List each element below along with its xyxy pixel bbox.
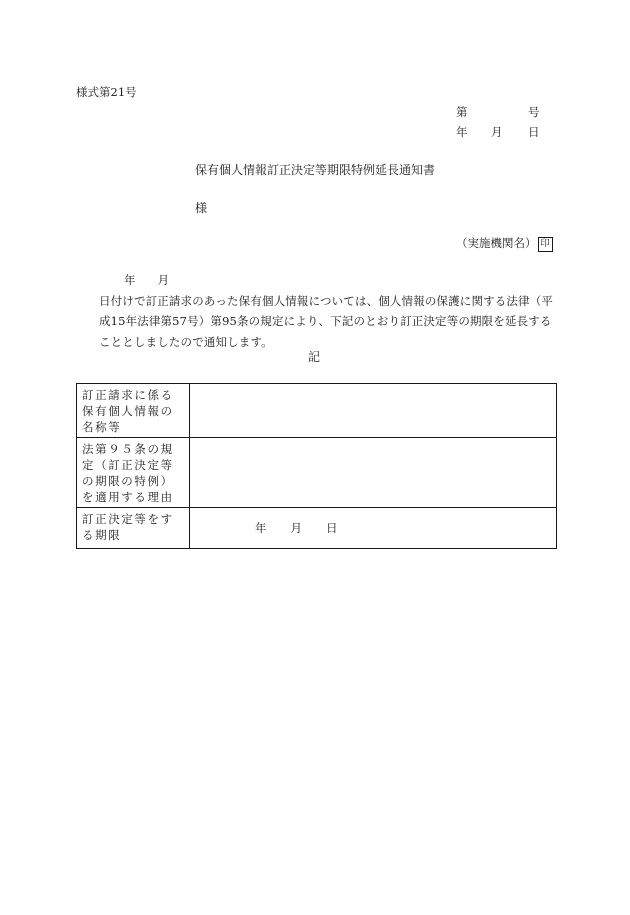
row-value-deadline	[190, 508, 557, 549]
row-value-reason	[190, 438, 557, 508]
deadline-day-label: 日	[326, 521, 338, 535]
row-label-deadline: 訂正決定等をする期限	[77, 508, 190, 549]
table-row	[77, 508, 557, 549]
document-number-prefix: 第	[456, 105, 468, 119]
date-day-label: 日	[528, 125, 540, 139]
row-label-reason: 法第９５条の規定（訂正決定等の期限の特例）を適用する理由	[77, 438, 190, 508]
row-label-info-name: 訂正請求に係る保有個人情報の名称等	[77, 384, 190, 438]
row-value-info-name	[190, 384, 557, 438]
body-year-label: 年	[124, 273, 136, 287]
body-month-label: 月	[157, 273, 170, 287]
table-row	[77, 438, 557, 508]
ki-heading: 記	[308, 350, 321, 364]
document-number-suffix: 号	[528, 105, 540, 119]
deadline-month-label: 月	[290, 521, 302, 535]
deadline-date	[195, 511, 552, 536]
body-main-text: 日付けで訂正請求のあった保有個人情報については、個人情報の保護に関する法律（平成15年法律第57号）第95条の規定により、下記のとおり訂正決定等の期限を延長することとしましたので通知します。	[99, 293, 553, 349]
addressee-honorific: 様	[195, 201, 208, 215]
deadline-year-label: 年	[255, 521, 267, 535]
date-month-label: 月	[491, 125, 503, 139]
seal-mark: 印	[538, 237, 553, 252]
detail-table	[76, 383, 557, 549]
form-number: 様式第21号	[76, 85, 137, 99]
table-row	[77, 384, 557, 438]
date-year-label: 年	[456, 125, 468, 139]
notice-body	[77, 270, 555, 352]
document-title: 保有個人情報訂正決定等期限特例延長通知書	[195, 163, 436, 177]
agency-name-label: （実施機関名）	[456, 236, 537, 250]
issuer-block	[456, 235, 553, 252]
